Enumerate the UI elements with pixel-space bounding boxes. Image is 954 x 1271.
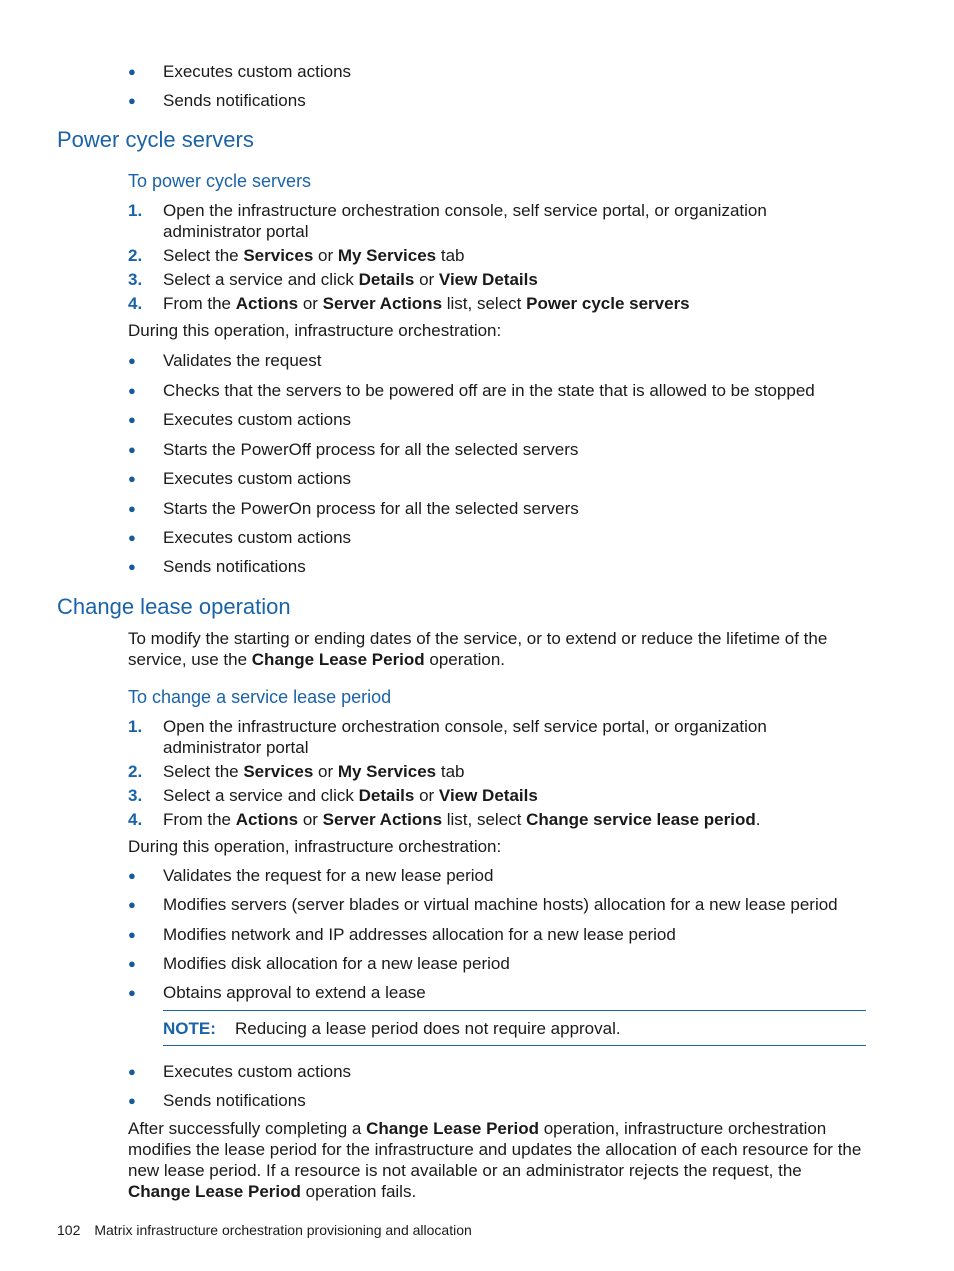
bullet-icon: ●: [128, 927, 136, 942]
bullet-icon: ●: [128, 64, 136, 79]
document-page: ● Executes custom actions ● Sends notifications Power cycle servers To power cycle servers 1. Open the infrastructure orchestration console, self service portal, or organization administrator portal 2. Select the Services or My Services tab 3. Select a service and click Details or View Details 4. From the Actions or Server Actions list, select Power cycle servers During this operation, infrastructure orchestration: ● Validates the request ● Checks that the servers to be powered off are in the state that is allowed to be stopped ● Executes custom actions ● Starts the PowerOff process for all the selected servers ● Executes custom actions ● Starts the PowerOn process for all the selected servers ● Executes custom actions ● Sends notifications Change lease operation To modify the starting or ending dates of the service, or to extend or reduce the lifetime of the service, use the Change Lease Period operation. To change a service lease period 1. Open the infrastructure orchestration console, self service portal, or organization administrator portal 2. Select the Services or My Services tab 3. Select a service and click Details or View Details 4. From the Actions or Server Actions list, select Change service lease period. During this operation, infrastructure orchestration: ● Validates the request for a new lease period ● Modifies servers (server blades or virtual machine hosts) allocation for a new lease period ● Modifies network and IP addresses allocation for a new lease period ● Modifies disk allocation for a new lease period ● Obtains approval to extend a lease NOTE: Reducing a lease period does not require approval. ● Executes custom actions ● Sends notifications After successfully completing a Change Lease Period operation, infrastructure orchestration modifies the lease period for the infrastructure and updates the allocation of each resource for the new lease period. If a resource is not available or an administrator rejects the request, the Change Lease Period operation fails. 102 Matrix infrastructure orchestration provisioning and allocation: [0, 0, 954, 1271]
procedure-heading: To change a service lease period: [128, 687, 392, 707]
bullet-icon: ●: [128, 442, 136, 457]
paragraph: During this operation, infrastructure orchestration:: [128, 321, 502, 340]
bullet-icon: ●: [128, 383, 136, 398]
bullet-icon: ●: [128, 530, 136, 545]
footer-title: Matrix infrastructure orchestration provisioning and allocation: [94, 1222, 472, 1238]
bullet-icon: ●: [128, 868, 136, 883]
bullet-icon: ●: [128, 956, 136, 971]
bullet-icon: ●: [128, 501, 136, 516]
note-label: NOTE:: [163, 1019, 216, 1038]
note-text: Reducing a lease period does not require approval.: [235, 1019, 621, 1038]
page-footer: [57, 1222, 472, 1238]
paragraph: To modify the starting or ending dates of the service, or to extend or reduce the lifetime of the service, use the Change Lease Period operation.: [128, 629, 828, 669]
bullet-icon: ●: [128, 353, 136, 368]
bullet-icon: ●: [128, 412, 136, 427]
procedure-heading: To power cycle servers: [128, 171, 312, 191]
bullet-icon: ●: [128, 1064, 136, 1079]
paragraph: During this operation, infrastructure orchestration:: [128, 837, 502, 856]
bullet-icon: ●: [128, 985, 136, 1000]
section-heading: Change lease operation: [57, 594, 291, 619]
note-box: [163, 1010, 866, 1046]
paragraph: After successfully completing a Change Lease Period operation, infrastructure orchestration modifies the lease period for the infrastructure and updates the allocation of each resource for the new lease period. If a resource is not available or an administrator rejects the request, the Change Lease Period operation fails.: [128, 1119, 862, 1201]
bullet-icon: ●: [128, 93, 136, 108]
bullet-icon: ●: [128, 559, 136, 574]
bullet-icon: ●: [128, 1093, 136, 1108]
bullet-icon: ●: [128, 471, 136, 486]
bullet-icon: ●: [128, 897, 136, 912]
section-heading: Power cycle servers: [57, 127, 254, 152]
page-number: 102: [57, 1222, 81, 1238]
